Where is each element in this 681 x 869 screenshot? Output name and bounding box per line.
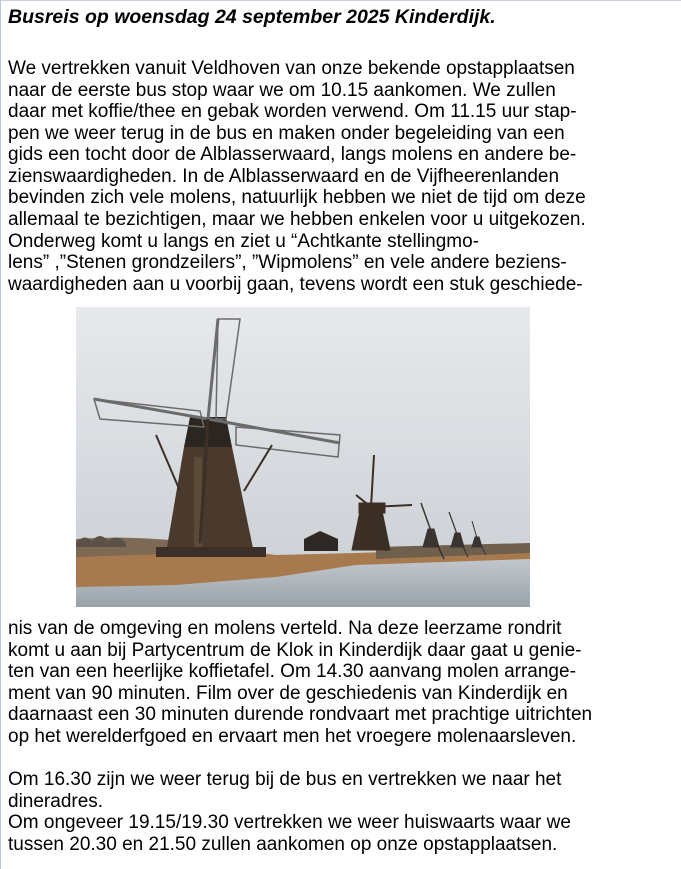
paragraph-1-line: waardigheden aan u voorbij gaan, tevens wordt een stuk geschiede- [8, 274, 583, 295]
paragraph-2-line: nis van de omgeving en molens verteld. Na deze leerzame rondrit [8, 618, 562, 639]
paragraph-1-line: Onderweg komt u langs en ziet u “Achtkante stellingmo- [8, 231, 480, 252]
windmills-photo [76, 307, 530, 607]
paragraph-3-line: dineradres. [8, 791, 104, 812]
page-title: Busreis op woensdag 24 september 2025 Kinderdijk. [8, 6, 496, 28]
paragraph-1-line: bevinden zich vele molens, natuurlijk hebben we niet de tijd om deze [8, 187, 586, 208]
paragraph-3-line: Om ongeveer 19.15/19.30 vertrekken we weer huiswaarts waar we [8, 812, 571, 833]
paragraph-2-line: op het werelderfgoed en ervaart men het vroegere molenaarsleven. [8, 726, 577, 747]
paragraph-1-line: We vertrekken vanuit Veldhoven van onze bekende opstapplaatsen [8, 58, 575, 79]
paragraph-3-line: Om 16.30 zijn we weer terug bij de bus en vertrekken we naar het [8, 769, 562, 790]
paragraph-1-line: naar de eerste bus stop waar we om 10.15 aankomen. We zullen [8, 80, 556, 101]
paragraph-3-line: tussen 20.30 en 21.50 zullen aankomen op onze opstapplaatsen. [8, 834, 558, 855]
paragraph-2-line: ten van een heerlijke koffietafel. Om 14.30 aanvang molen arrange- [8, 661, 576, 682]
paragraph-2-line: ment van 90 minuten. Film over de geschiedenis van Kinderdijk en [8, 683, 568, 704]
paragraph-2-line: daarnaast een 30 minuten durende rondvaart met prachtige uitrichten [8, 704, 593, 725]
paragraph-1-line: daar met koffie/thee en gebak worden verwend. Om 11.15 uur stap- [8, 101, 577, 122]
paragraph-1-line: zienswaardigheden. In de Alblasserwaard en de Vijfheerenlanden [8, 166, 560, 187]
page-left-border [0, 0, 1, 869]
paragraph-2-line: komt u aan bij Partycentrum de Klok in Kinderdijk daar gaat u genie- [8, 640, 582, 661]
page-top-border [0, 0, 681, 1]
paragraph-1-line: gids een tocht door de Alblasserwaard, langs molens en andere be- [8, 144, 577, 165]
paragraph-1-line: pen we weer terug in de bus en maken onder begeleiding van een [8, 123, 565, 144]
paragraph-1-line: lens” ,”Stenen grondzeilers”, ”Wipmolens” en vele andere beziens- [8, 252, 567, 273]
paragraph-1-line: allemaal te bezichtigen, maar we hebben enkelen voor u uitgekozen. [8, 209, 586, 230]
